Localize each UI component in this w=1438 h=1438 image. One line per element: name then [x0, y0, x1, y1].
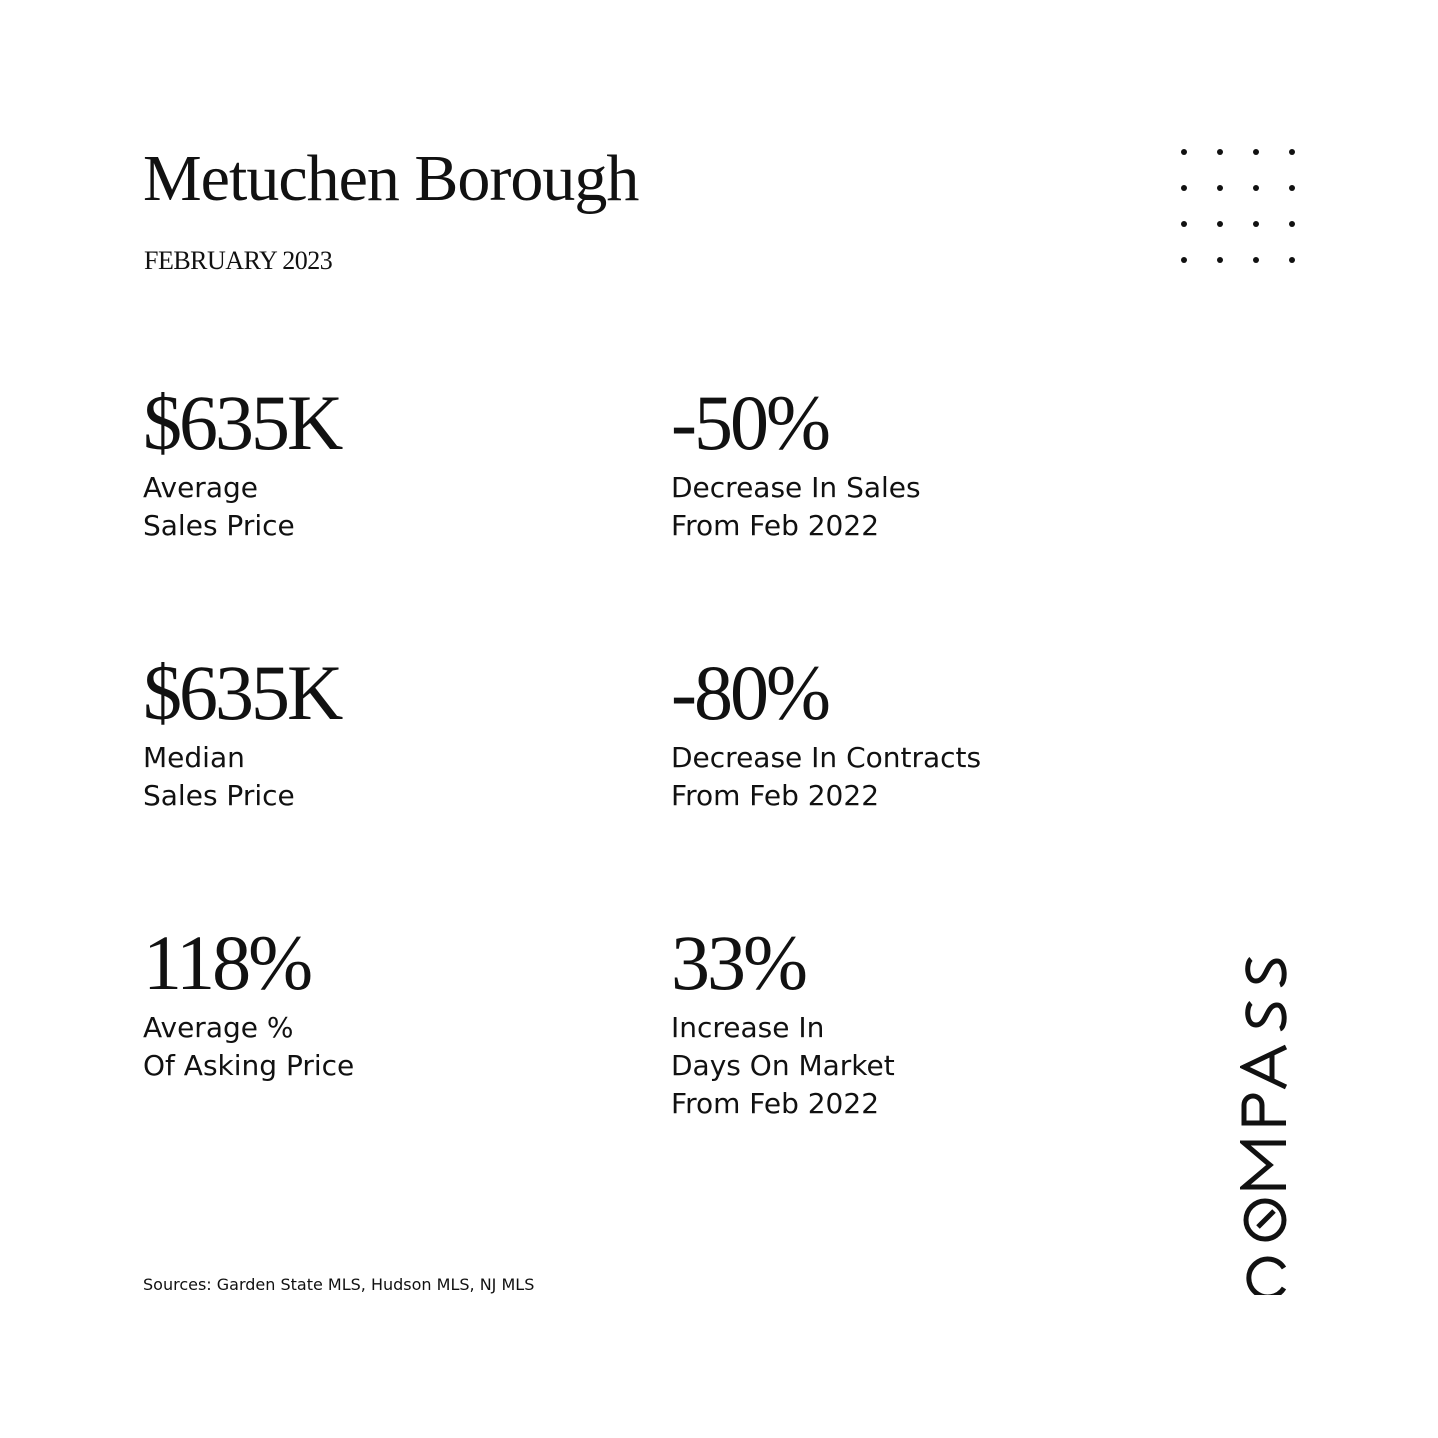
stat-days-on-market [671, 919, 1151, 1123]
stat-decrease-in-contracts [671, 649, 1151, 815]
page-title: Metuchen Borough [143, 142, 639, 215]
stat-label-line: Increase In [671, 1011, 825, 1044]
stat-decrease-in-sales [671, 379, 1151, 545]
stat-label [143, 1009, 623, 1085]
stat-label-line: From Feb 2022 [671, 1087, 880, 1120]
stat-label-line: From Feb 2022 [671, 779, 880, 812]
stat-label-line: Days On Market [671, 1049, 895, 1082]
stat-median-sales-price [143, 649, 623, 815]
stat-label [671, 469, 1151, 545]
sources-note: Sources: Garden State MLS, Hudson MLS, NJ MLS [143, 1275, 535, 1294]
stat-label-line: Of Asking Price [143, 1049, 355, 1082]
stat-value: $635K [143, 649, 341, 736]
stat-label [671, 739, 1151, 815]
stat-label-line: Decrease In Contracts [671, 741, 982, 774]
stat-label-line: Sales Price [143, 779, 295, 812]
stat-average-sales-price [143, 379, 623, 545]
stat-value: 118% [143, 919, 311, 1006]
compass-logo [1240, 955, 1290, 1295]
stat-label-line: Median [143, 741, 245, 774]
stat-label-line: Decrease In Sales [671, 471, 921, 504]
stat-label-line: Sales Price [143, 509, 295, 542]
stat-label-line: From Feb 2022 [671, 509, 880, 542]
stat-label-line: Average [143, 471, 258, 504]
stat-label [143, 469, 623, 545]
stat-value: 33% [671, 919, 805, 1006]
stat-value: $635K [143, 379, 341, 466]
stat-average-percent-of-asking [143, 919, 623, 1085]
stat-value: -80% [671, 649, 828, 736]
report-date: FEBRUARY 2023 [144, 246, 333, 275]
dot-grid-icon [1176, 144, 1300, 268]
stat-label [143, 739, 623, 815]
stat-label [671, 1009, 1151, 1123]
stat-label-line: Average % [143, 1011, 294, 1044]
stat-value: -50% [671, 379, 828, 466]
